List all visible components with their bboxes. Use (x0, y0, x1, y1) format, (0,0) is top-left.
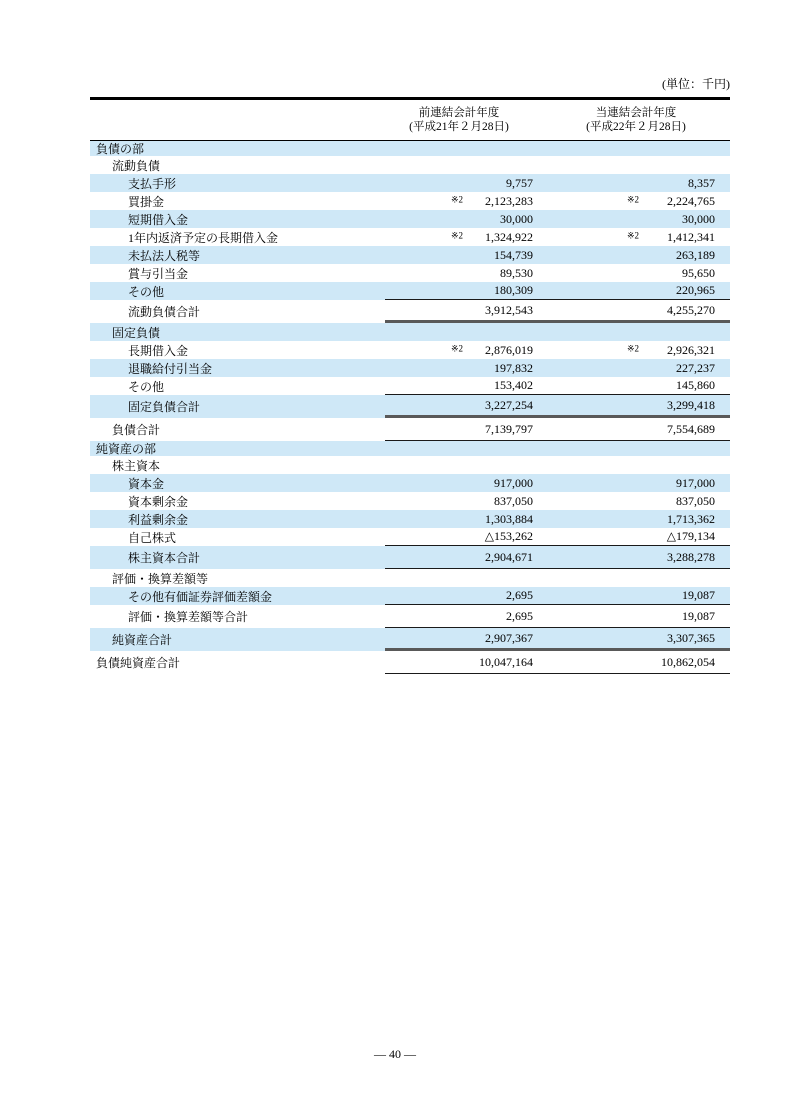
row-label: 負債合計 (112, 423, 161, 437)
row-label: 評価・換算差額等合計 (128, 610, 249, 624)
table-row (90, 569, 730, 587)
amount-text: 89,530 (500, 265, 533, 280)
amount-text: 837,050 (676, 493, 715, 508)
amount-text: 1,412,341 (667, 229, 715, 244)
table-row (90, 546, 730, 569)
amount-text: 2,123,283 (485, 193, 533, 208)
value-current (557, 141, 730, 156)
value-current (557, 246, 730, 264)
note-marker: ※2 (451, 230, 464, 241)
row-values (385, 628, 730, 651)
value-current (557, 323, 730, 341)
row-label: 買掛金 (128, 194, 165, 209)
row-values (385, 156, 730, 174)
row-label: 純資産の部 (96, 442, 157, 456)
table-row (90, 474, 730, 492)
value-current (557, 174, 730, 192)
balance-sheet-table (90, 97, 730, 674)
amount-text: 30,000 (500, 211, 533, 226)
value-current (557, 474, 730, 492)
value-prior (385, 192, 557, 210)
row-values (385, 456, 730, 474)
table-row (90, 441, 730, 456)
row-label: その他 (128, 379, 165, 394)
amount-text: 263,189 (676, 247, 715, 262)
amount-text: 153,402 (494, 378, 533, 392)
page-number: — 40 — (374, 1047, 416, 1061)
row-label: 固定負債合計 (128, 400, 201, 414)
table-row (90, 651, 730, 674)
row-values (385, 359, 730, 377)
table-row (90, 528, 730, 546)
note-marker: ※2 (627, 194, 640, 205)
row-label: 株主資本合計 (128, 551, 201, 565)
value-prior (385, 492, 557, 510)
value-prior (385, 569, 557, 587)
amount-text: 7,554,689 (667, 421, 715, 436)
row-values (385, 210, 730, 228)
row-label: 流動負債合計 (128, 305, 201, 319)
amount-text: 1,713,362 (667, 511, 715, 526)
table-row (90, 359, 730, 377)
value-prior (385, 264, 557, 282)
value-current (557, 377, 730, 394)
amount-text: 3,299,418 (667, 397, 715, 412)
value-prior (385, 300, 557, 320)
row-values (385, 264, 730, 282)
table-body (90, 141, 730, 674)
table-row (90, 628, 730, 651)
value-prior (385, 510, 557, 528)
value-current (557, 528, 730, 545)
value-current (557, 264, 730, 282)
row-label: 退職給付引当金 (128, 361, 213, 376)
row-label: 評価・換算差額等 (112, 571, 209, 586)
row-label: 未払法人税等 (128, 248, 201, 263)
table-row (90, 510, 730, 528)
value-prior (385, 156, 557, 174)
table-row (90, 174, 730, 192)
row-label: 利益剰余金 (128, 512, 189, 527)
row-values (385, 323, 730, 341)
amount-text: 3,288,278 (667, 549, 715, 564)
amount-text: 95,650 (682, 265, 715, 280)
value-current (557, 546, 730, 568)
amount-text: 227,237 (676, 360, 715, 375)
amount-text: 837,050 (494, 493, 533, 508)
column-title: 前連結会計年度 (418, 107, 500, 119)
value-current (557, 192, 730, 210)
row-label: 株主資本 (112, 458, 161, 473)
amount-text: 3,227,254 (485, 397, 533, 412)
table-row (90, 210, 730, 228)
row-values (385, 441, 730, 456)
value-prior (385, 377, 557, 394)
row-values (385, 587, 730, 605)
row-values (385, 492, 730, 510)
note-marker: ※2 (451, 194, 464, 205)
value-prior (385, 341, 557, 359)
value-prior (385, 474, 557, 492)
value-current (557, 418, 730, 440)
row-label: 賞与引当金 (128, 266, 189, 281)
table-row (90, 395, 730, 418)
amount-text: 9,757 (506, 175, 533, 190)
value-current (557, 441, 730, 456)
value-current (557, 587, 730, 604)
row-label: 流動負債 (112, 158, 161, 173)
row-label: 負債純資産合計 (96, 656, 181, 670)
amount-text: 145,860 (676, 378, 715, 392)
amount-text: 8,357 (688, 175, 715, 190)
row-label: その他有価証券評価差額金 (128, 589, 273, 604)
table-row (90, 605, 730, 628)
row-values (385, 569, 730, 587)
table-row (90, 418, 730, 441)
amount-text: 3,307,365 (667, 630, 715, 645)
value-prior (385, 605, 557, 627)
row-values (385, 377, 730, 395)
row-values (385, 174, 730, 192)
table-row (90, 323, 730, 341)
amount-text: 917,000 (676, 475, 715, 490)
row-label: 短期借入金 (128, 212, 189, 227)
column-title: 当連結会計年度 (595, 107, 677, 119)
row-values (385, 418, 730, 441)
value-prior (385, 456, 557, 474)
column-header-current (557, 106, 730, 134)
note-marker: ※2 (451, 343, 464, 354)
table-row (90, 264, 730, 282)
table-row (90, 282, 730, 300)
table-row (90, 377, 730, 395)
row-values (385, 341, 730, 359)
row-values (385, 651, 730, 674)
amount-text: 2,224,765 (667, 193, 715, 208)
amount-text: 3,912,543 (485, 302, 533, 317)
value-prior (385, 246, 557, 264)
row-values (385, 510, 730, 528)
value-current (557, 605, 730, 627)
value-current (557, 341, 730, 359)
amount-text: 2,695 (506, 608, 533, 623)
value-prior (385, 587, 557, 604)
value-prior (385, 651, 557, 673)
value-current (557, 569, 730, 587)
amount-text: 180,309 (494, 283, 533, 297)
table-row (90, 246, 730, 264)
value-current (557, 456, 730, 474)
value-prior (385, 528, 557, 545)
row-label: 資本金 (128, 476, 165, 491)
amount-text: 30,000 (682, 211, 715, 226)
value-current (557, 395, 730, 415)
row-label: 資本剰余金 (128, 494, 189, 509)
row-values (385, 246, 730, 264)
amount-text: 2,926,321 (667, 342, 715, 357)
value-current (557, 628, 730, 648)
amount-text: 197,832 (494, 360, 533, 375)
amount-text: 19,087 (682, 608, 715, 623)
value-prior (385, 174, 557, 192)
row-label: 純資産合計 (112, 633, 173, 647)
table-row (90, 141, 730, 156)
amount-text: 10,862,054 (661, 654, 715, 669)
note-marker: ※2 (627, 343, 640, 354)
table-row (90, 587, 730, 605)
row-values (385, 282, 730, 300)
row-values (385, 395, 730, 418)
row-values (385, 528, 730, 546)
table-row (90, 228, 730, 246)
amount-text: △153,262 (484, 529, 533, 543)
amount-text: 2,876,019 (485, 342, 533, 357)
row-values (385, 300, 730, 323)
value-prior (385, 546, 557, 568)
amount-text: 154,739 (494, 247, 533, 262)
value-prior (385, 210, 557, 228)
row-label: 自己株式 (128, 530, 177, 545)
value-prior (385, 359, 557, 377)
amount-text: 2,904,671 (485, 549, 533, 564)
amount-text: 7,139,797 (485, 421, 533, 436)
amount-text: 1,303,884 (485, 511, 533, 526)
table-row (90, 192, 730, 210)
table-row (90, 300, 730, 323)
unit-label: (単位：千円) (662, 77, 730, 91)
value-current (557, 492, 730, 510)
value-prior (385, 441, 557, 456)
amount-text: 2,695 (506, 588, 533, 602)
row-values (385, 141, 730, 156)
amount-text: 917,000 (494, 475, 533, 490)
amount-text: 2,907,367 (485, 630, 533, 645)
row-values (385, 605, 730, 628)
amount-text: 220,965 (676, 283, 715, 297)
row-values (385, 192, 730, 210)
column-subtitle: (平成22年２月28日) (586, 121, 686, 133)
column-header-prior (385, 106, 557, 134)
table-row (90, 456, 730, 474)
value-current (557, 510, 730, 528)
amount-text: 1,324,922 (485, 229, 533, 244)
value-current (557, 300, 730, 320)
row-label: 負債の部 (96, 142, 145, 156)
value-prior (385, 228, 557, 246)
table-row (90, 492, 730, 510)
table-row (90, 341, 730, 359)
value-prior (385, 628, 557, 648)
value-current (557, 651, 730, 673)
amount-text: 19,087 (682, 588, 715, 602)
amount-text: △179,134 (666, 529, 715, 543)
value-current (557, 282, 730, 299)
row-values (385, 474, 730, 492)
row-label: 支払手形 (128, 176, 177, 191)
value-current (557, 359, 730, 377)
row-label: 1年内返済予定の長期借入金 (128, 230, 279, 245)
value-prior (385, 395, 557, 415)
amount-text: 4,255,270 (667, 302, 715, 317)
column-subtitle: (平成21年２月28日) (409, 121, 509, 133)
row-label: その他 (128, 284, 165, 299)
value-current (557, 210, 730, 228)
note-marker: ※2 (627, 230, 640, 241)
value-prior (385, 141, 557, 156)
row-label: 固定負債 (112, 325, 161, 340)
row-values (385, 228, 730, 246)
value-prior (385, 418, 557, 440)
table-header (90, 97, 730, 141)
value-current (557, 156, 730, 174)
value-current (557, 228, 730, 246)
row-label: 長期借入金 (128, 343, 189, 358)
amount-text: 10,047,164 (479, 654, 533, 669)
value-prior (385, 323, 557, 341)
row-values (385, 546, 730, 569)
value-prior (385, 282, 557, 299)
table-row (90, 156, 730, 174)
